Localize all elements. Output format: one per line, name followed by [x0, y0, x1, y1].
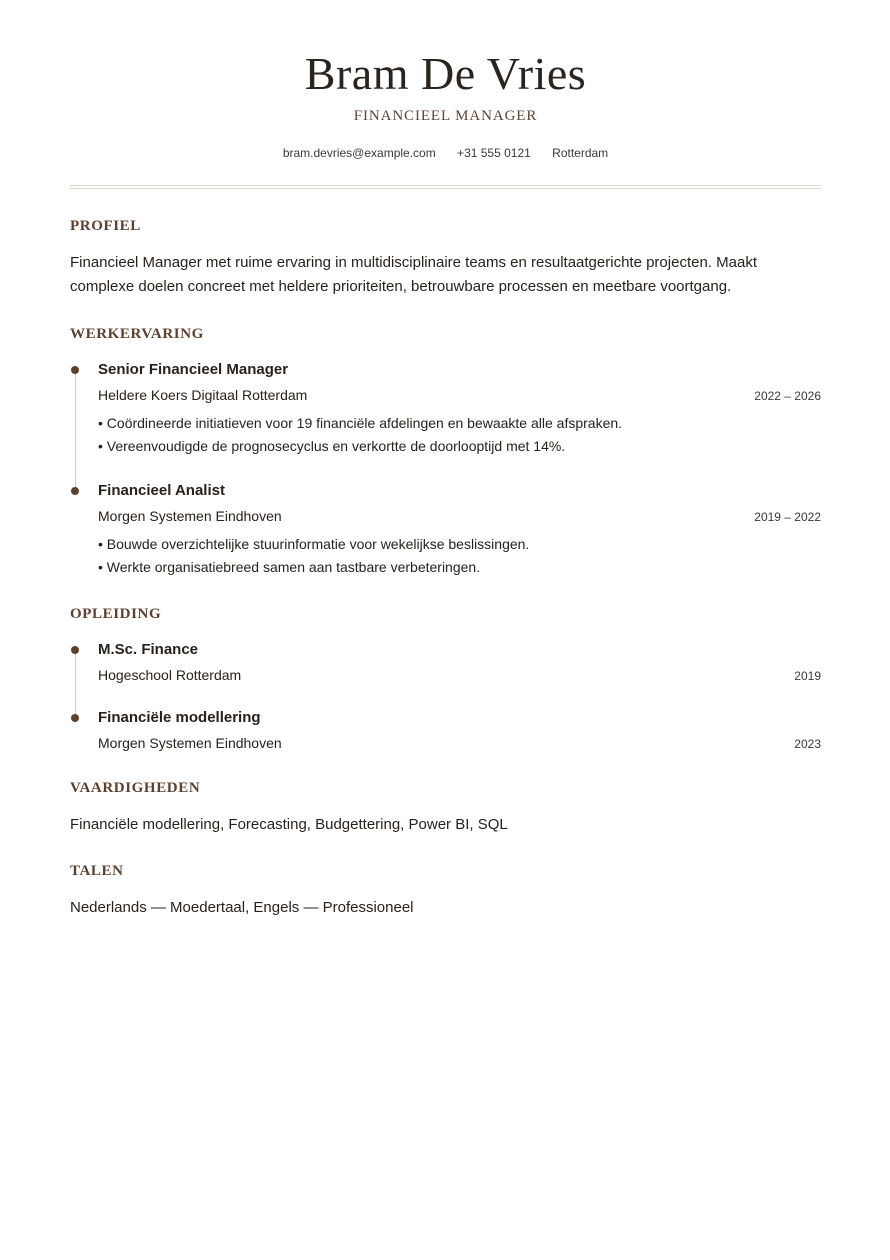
bullet-item: • Vereenvoudigde de prognosecyclus en verkortte de doorlooptijd met 14%. — [98, 435, 818, 458]
entry-bullets — [98, 533, 818, 579]
section-title-languages: TALEN — [70, 863, 124, 879]
entry-organization: Hogeschool Rotterdam — [98, 667, 242, 683]
section-title-education: OPLEIDING — [70, 606, 162, 622]
entry-role: Senior Financieel Manager — [98, 361, 289, 378]
section-title-profile: PROFIEL — [70, 218, 141, 234]
section-title-skills: VAARDIGHEDEN — [70, 780, 201, 796]
timeline-dot — [71, 366, 79, 374]
languages-text: Nederlands — Moedertaal, Engels — Professioneel — [70, 899, 414, 916]
entry-bullets — [98, 412, 818, 458]
timeline-dot — [71, 646, 79, 654]
job-title: FINANCIEEL MANAGER — [353, 108, 538, 124]
contact-email[interactable]: bram.devries@example.com — [282, 146, 436, 160]
entry-role: Financieel Analist — [98, 482, 225, 499]
timeline-line — [75, 374, 76, 488]
entry-organization: Heldere Koers Digitaal Rotterdam — [98, 387, 308, 403]
contact-info — [70, 146, 821, 160]
candidate-name: Bram De Vries — [304, 48, 587, 99]
entry-role: Financiële modellering — [98, 709, 261, 726]
bullet-item: • Werkte organisatiebreed samen aan tastbare verbeteringen. — [98, 556, 818, 579]
skills-text: Financiële modellering, Forecasting, Budgettering, Power BI, SQL — [70, 816, 508, 833]
bullet-item: • Coördineerde initiatieven voor 19 financiële afdelingen en bewaakte alle afspraken. — [98, 412, 818, 435]
contact-location: Rotterdam — [552, 146, 609, 160]
timeline-dot — [71, 487, 79, 495]
header-divider — [70, 185, 821, 189]
entry-dates: 2019 — [794, 669, 821, 683]
bullet-item: • Bouwde overzichtelijke stuurinformatie voor wekelijkse beslissingen. — [98, 533, 818, 556]
timeline-line — [75, 654, 76, 714]
entry-dates: 2019 – 2022 — [754, 510, 821, 524]
contact-phone[interactable]: +31 555 0121 — [457, 146, 531, 160]
entry-dates: 2023 — [794, 737, 821, 751]
entry-role: M.Sc. Finance — [98, 641, 199, 658]
entry-organization: Morgen Systemen Eindhoven — [98, 735, 282, 751]
timeline-dot — [71, 714, 79, 722]
entry-organization: Morgen Systemen Eindhoven — [98, 508, 282, 524]
entry-dates: 2022 – 2026 — [754, 389, 821, 403]
section-title-experience: WERKERVARING — [70, 326, 204, 342]
profile-text: Financieel Manager met ruime ervaring in multidisciplinaire teams en resultaatgerichte projecten. Maakt complexe doelen concreet met heldere prioriteiten, betrouwbare processen en meetbare voortgang. — [70, 254, 757, 295]
